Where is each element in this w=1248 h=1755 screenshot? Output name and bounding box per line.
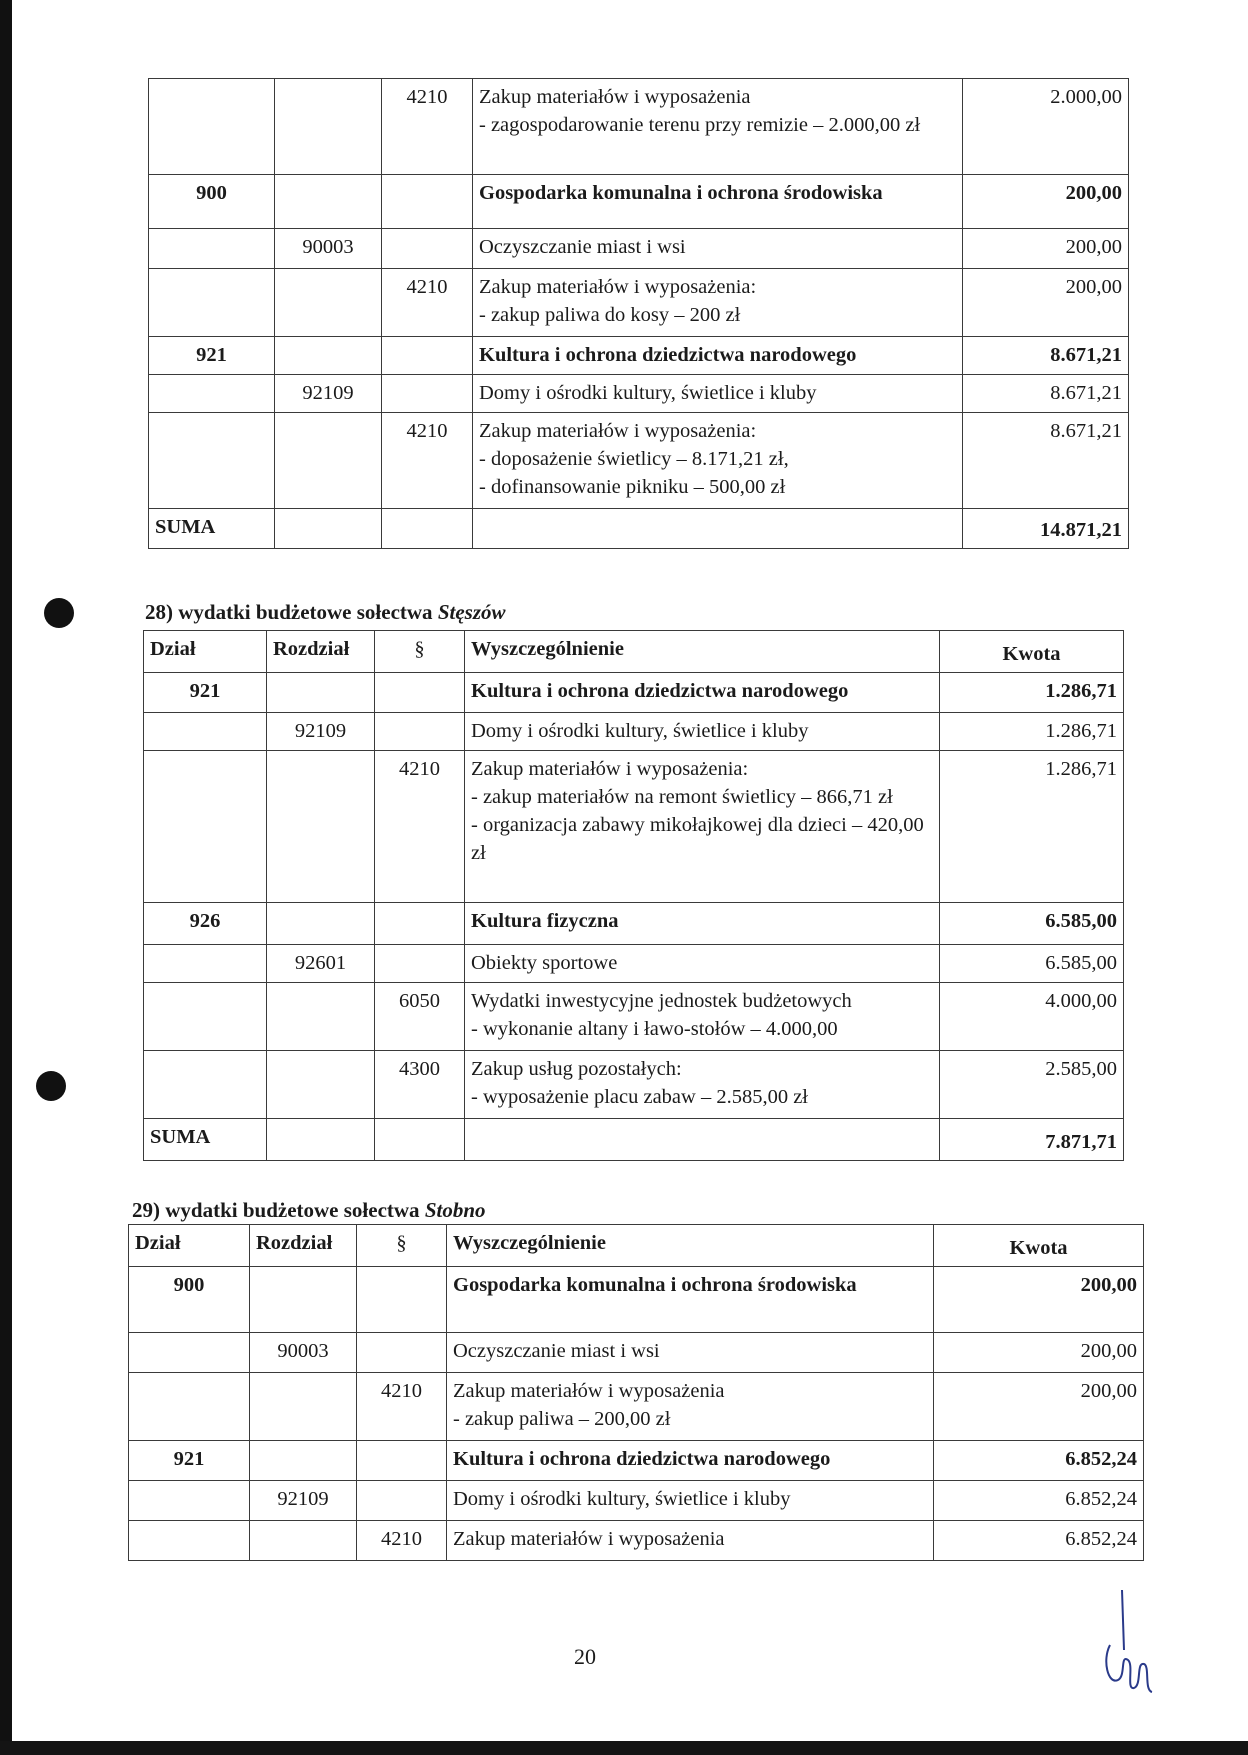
table-row xyxy=(149,229,1129,269)
amount-cell: 200,00 xyxy=(963,229,1129,269)
rozdzial-cell xyxy=(267,1051,375,1119)
header-row xyxy=(144,631,1124,673)
header-amount: Kwota xyxy=(934,1225,1144,1267)
dzial-cell xyxy=(129,1373,250,1441)
table-row xyxy=(144,983,1124,1051)
amount-cell: 6.852,24 xyxy=(934,1521,1144,1561)
paragraph-cell xyxy=(357,1481,447,1521)
amount-cell: 1.286,71 xyxy=(940,673,1124,713)
rozdzial-cell xyxy=(267,673,375,713)
description-cell: Domy i ośrodki kultury, świetlice i kluby xyxy=(465,713,940,751)
sum-label: SUMA xyxy=(149,509,275,549)
amount-cell: 6.852,24 xyxy=(934,1481,1144,1521)
amount-cell: 200,00 xyxy=(963,175,1129,229)
table-row xyxy=(149,175,1129,229)
rozdzial-cell: 92109 xyxy=(267,713,375,751)
paragraph-cell xyxy=(382,375,473,413)
paragraph-cell xyxy=(382,337,473,375)
description-cell: Obiekty sportowe xyxy=(465,945,940,983)
header-rozdzial: Rozdział xyxy=(250,1225,357,1267)
paragraph-cell xyxy=(382,229,473,269)
amount-cell: 200,00 xyxy=(934,1267,1144,1333)
paragraph-cell xyxy=(375,1119,465,1161)
dzial-cell: 926 xyxy=(144,903,267,945)
dzial-cell xyxy=(149,413,275,509)
paragraph-cell xyxy=(357,1333,447,1373)
rozdzial-cell: 92601 xyxy=(267,945,375,983)
table-row xyxy=(144,751,1124,903)
table-row xyxy=(149,375,1129,413)
page-number: 20 xyxy=(574,1644,596,1669)
amount-cell: 1.286,71 xyxy=(940,751,1124,903)
description-cell: Oczyszczanie miast i wsi xyxy=(447,1333,934,1373)
table-continuation xyxy=(148,78,1129,549)
rozdzial-cell xyxy=(275,337,382,375)
dzial-cell xyxy=(144,945,267,983)
table-row xyxy=(149,337,1129,375)
header-paragraph: § xyxy=(357,1225,447,1267)
rozdzial-cell xyxy=(267,903,375,945)
paragraph-cell xyxy=(357,1267,447,1333)
description-cell: Zakup materiałów i wyposażenia: - zakup materiałów na remont świetlicy – 866,71 zł - organizacja zabawy mikołajkowej dla dzieci – 420,00 zł xyxy=(465,751,940,903)
header-paragraph: § xyxy=(375,631,465,673)
rozdzial-cell xyxy=(250,1521,357,1561)
header-dzial: Dział xyxy=(129,1225,250,1267)
dzial-cell xyxy=(149,79,275,175)
description-cell: Wydatki inwestycyjne jednostek budżetowych - wykonanie altany i ławo-stołów – 4.000,00 xyxy=(465,983,940,1051)
paragraph-cell xyxy=(375,945,465,983)
rozdzial-cell: 90003 xyxy=(250,1333,357,1373)
description-cell xyxy=(473,509,963,549)
description-cell: Kultura fizyczna xyxy=(465,903,940,945)
rozdzial-cell xyxy=(275,175,382,229)
amount-cell: 6.585,00 xyxy=(940,945,1124,983)
rozdzial-cell: 90003 xyxy=(275,229,382,269)
description-cell: Domy i ośrodki kultury, świetlice i kluby xyxy=(447,1481,934,1521)
dzial-cell xyxy=(149,229,275,269)
dzial-cell xyxy=(149,375,275,413)
handwritten-signature xyxy=(1100,1590,1160,1700)
rozdzial-cell xyxy=(250,1441,357,1481)
amount-cell: 6.852,24 xyxy=(934,1441,1144,1481)
scan-left-edge xyxy=(0,0,12,1755)
table-row xyxy=(149,79,1129,175)
punch-hole xyxy=(44,598,74,628)
paragraph-cell: 4300 xyxy=(375,1051,465,1119)
dzial-cell: 921 xyxy=(149,337,275,375)
rozdzial-cell xyxy=(267,1119,375,1161)
table-row xyxy=(144,945,1124,983)
description-cell: Gospodarka komunalna i ochrona środowiska xyxy=(447,1267,934,1333)
paragraph-cell: 6050 xyxy=(375,983,465,1051)
amount-cell: 200,00 xyxy=(934,1373,1144,1441)
header-row xyxy=(129,1225,1144,1267)
description-cell: Kultura i ochrona dziedzictwa narodowego xyxy=(465,673,940,713)
dzial-cell xyxy=(149,269,275,337)
sum-row xyxy=(149,509,1129,549)
description-cell: Domy i ośrodki kultury, świetlice i kluby xyxy=(473,375,963,413)
dzial-cell xyxy=(129,1333,250,1373)
rozdzial-cell xyxy=(250,1267,357,1333)
paragraph-cell: 4210 xyxy=(357,1521,447,1561)
dzial-cell xyxy=(144,1051,267,1119)
amount-cell: 8.671,21 xyxy=(963,413,1129,509)
amount-cell: 2.000,00 xyxy=(963,79,1129,175)
header-amount: Kwota xyxy=(940,631,1124,673)
section-caption: 29) wydatki budżetowe sołectwa Stobno xyxy=(132,1198,486,1222)
rozdzial-cell: 92109 xyxy=(275,375,382,413)
header-rozdzial: Rozdział xyxy=(267,631,375,673)
paragraph-cell: 4210 xyxy=(382,413,473,509)
amount-cell: 8.671,21 xyxy=(963,375,1129,413)
paragraph-cell: 4210 xyxy=(382,79,473,175)
dzial-cell xyxy=(144,983,267,1051)
amount-cell: 200,00 xyxy=(934,1333,1144,1373)
amount-cell: 1.286,71 xyxy=(940,713,1124,751)
dzial-cell xyxy=(129,1521,250,1561)
paragraph-cell xyxy=(375,903,465,945)
table-row xyxy=(144,673,1124,713)
table-row xyxy=(129,1373,1144,1441)
header-description: Wyszczególnienie xyxy=(447,1225,934,1267)
description-cell xyxy=(465,1119,940,1161)
sum-label: SUMA xyxy=(144,1119,267,1161)
paragraph-cell xyxy=(357,1441,447,1481)
dzial-cell xyxy=(129,1481,250,1521)
rozdzial-cell: 92109 xyxy=(250,1481,357,1521)
table-row xyxy=(144,713,1124,751)
table-row xyxy=(144,1051,1124,1119)
rozdzial-cell xyxy=(250,1373,357,1441)
dzial-cell: 900 xyxy=(149,175,275,229)
paragraph-cell: 4210 xyxy=(375,751,465,903)
amount-cell: 4.000,00 xyxy=(940,983,1124,1051)
description-cell: Zakup materiałów i wyposażenia: - zakup paliwa do kosy – 200 zł xyxy=(473,269,963,337)
description-cell: Gospodarka komunalna i ochrona środowiska xyxy=(473,175,963,229)
punch-hole xyxy=(36,1071,66,1101)
paragraph-cell: 4210 xyxy=(357,1373,447,1441)
dzial-cell xyxy=(144,713,267,751)
description-cell: Zakup materiałów i wyposażenia - zakup paliwa – 200,00 zł xyxy=(447,1373,934,1441)
section-caption: 28) wydatki budżetowe sołectwa Stęszów xyxy=(145,600,506,624)
dzial-cell: 921 xyxy=(144,673,267,713)
dzial-cell xyxy=(144,751,267,903)
budget-table-stobno xyxy=(128,1224,1144,1561)
paragraph-cell xyxy=(375,713,465,751)
amount-cell: 6.585,00 xyxy=(940,903,1124,945)
dzial-cell: 921 xyxy=(129,1441,250,1481)
description-cell: Zakup materiałów i wyposażenia: - doposażenie świetlicy – 8.171,21 zł, - dofinansowanie pikniku – 500,00 zł xyxy=(473,413,963,509)
rozdzial-cell xyxy=(275,509,382,549)
description-cell: Kultura i ochrona dziedzictwa narodowego xyxy=(447,1441,934,1481)
dzial-cell: 900 xyxy=(129,1267,250,1333)
table-row xyxy=(129,1333,1144,1373)
description-cell: Zakup materiałów i wyposażenia xyxy=(447,1521,934,1561)
header-dzial: Dział xyxy=(144,631,267,673)
rozdzial-cell xyxy=(275,269,382,337)
description-cell: Zakup materiałów i wyposażenia - zagospodarowanie terenu przy remizie – 2.000,00 zł xyxy=(473,79,963,175)
paragraph-cell xyxy=(375,673,465,713)
header-description: Wyszczególnienie xyxy=(465,631,940,673)
table-row xyxy=(144,903,1124,945)
sum-row xyxy=(144,1119,1124,1161)
paragraph-cell xyxy=(382,175,473,229)
table-row xyxy=(149,413,1129,509)
sum-amount: 14.871,21 xyxy=(963,509,1129,549)
amount-cell: 8.671,21 xyxy=(963,337,1129,375)
scan-bottom-edge xyxy=(0,1741,1248,1755)
sum-amount: 7.871,71 xyxy=(940,1119,1124,1161)
budget-table-steszow xyxy=(143,630,1124,1161)
rozdzial-cell xyxy=(267,751,375,903)
description-cell: Zakup usług pozostałych: - wyposażenie placu zabaw – 2.585,00 zł xyxy=(465,1051,940,1119)
rozdzial-cell xyxy=(275,79,382,175)
amount-cell: 200,00 xyxy=(963,269,1129,337)
paragraph-cell xyxy=(382,509,473,549)
table-row xyxy=(129,1441,1144,1481)
description-cell: Kultura i ochrona dziedzictwa narodowego xyxy=(473,337,963,375)
table-row xyxy=(129,1267,1144,1333)
rozdzial-cell xyxy=(267,983,375,1051)
description-cell: Oczyszczanie miast i wsi xyxy=(473,229,963,269)
table-row xyxy=(129,1521,1144,1561)
paragraph-cell: 4210 xyxy=(382,269,473,337)
amount-cell: 2.585,00 xyxy=(940,1051,1124,1119)
table-row xyxy=(129,1481,1144,1521)
rozdzial-cell xyxy=(275,413,382,509)
table-row xyxy=(149,269,1129,337)
